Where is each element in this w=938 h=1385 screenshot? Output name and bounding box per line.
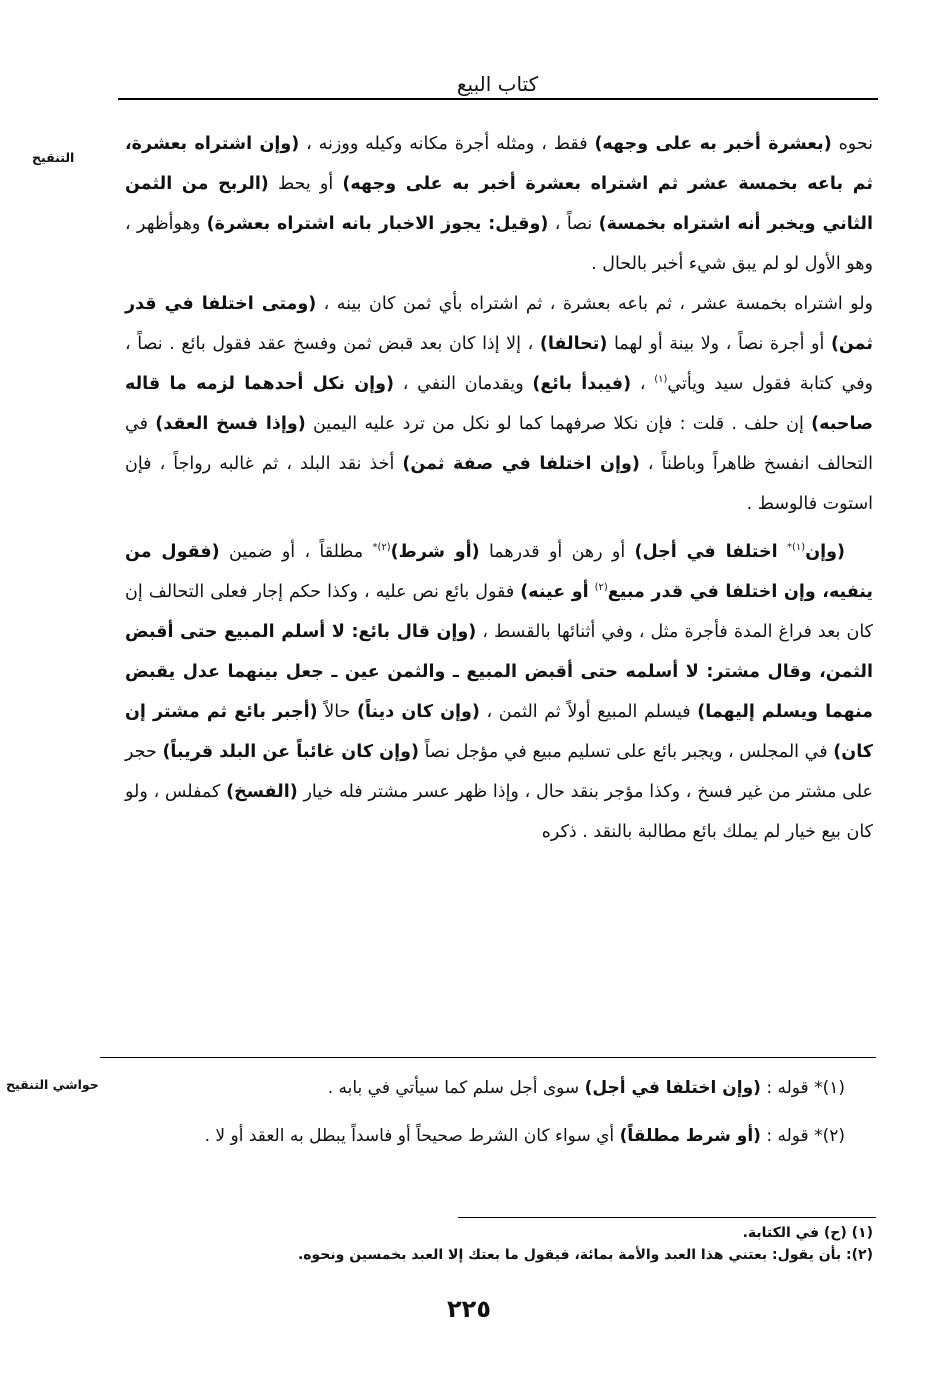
footnote-2: (٢): بأن يقول: بعتني هذا العبد والأمة بمائة، فيقول ما بعتك إلا العبد بخمسين ونحوه. (297, 1247, 873, 1263)
bold-phrase: (وإن نكل أحدهما لزمه ما قاله صاحبه) (125, 374, 874, 434)
commentary-notes (125, 1070, 873, 1154)
bold-phrase: (أجبر بائع ثم مشتر إن كان) (125, 702, 873, 762)
footnote-divider (458, 1217, 876, 1218)
footnotes (125, 1222, 873, 1266)
bold-phrase: (وإن (805, 542, 845, 562)
page-number: ٢٢٥ (447, 1295, 491, 1323)
bold-phrase: (أو شرط) (390, 542, 480, 562)
bold-phrase: (تحالفا) (539, 334, 608, 354)
bold-phrase: (وإذا فسخ العقد) (155, 414, 306, 434)
commentary-note-1: (١)* قوله : (وإن اختلفا في أجل) سوى أجل سلم كما سيأتي في بابه . (327, 1078, 845, 1098)
footnote-marker: (١) (654, 374, 668, 386)
bold-phrase: (الفسخ) (226, 782, 298, 802)
bold-phrase: (وإن كان غائباً عن البلد قريباً) (162, 742, 419, 762)
side-label-notes: حواشي التنقيح (6, 1077, 99, 1092)
bold-phrase: (وإن قال بائع: لا أسلم المبيع حتى أقبض الثمن، وقال مشتر: لا أسلمه حتى أقبض المبيع ـ والثمن عين ـ جعل بينهما عدل يقبض منهما ويسلم إليهما) (125, 622, 873, 722)
bold-phrase: (وقيل: يجوز الاخبار بانه اشتراه بعشرة) (206, 214, 549, 234)
bold-phrase: (وإن اختلفا في صفة ثمن) (402, 454, 640, 474)
bold-phrase: (وإن اشتراه بعشرة، ثم باعه بخمسة عشر ثم اشتراه بعشرة أخبر به على وجهه) (125, 134, 874, 194)
main-text (125, 124, 873, 852)
paragraph-2: ولو اشتراه بخمسة عشر ، ثم باعه بعشرة ، ثم اشتراه بأي ثمن كان بينه ، (ومتى اختلفا في قدر ثمن) أو أجرة نصاً ، ولا بينة أو لهما (تحالفا) ، إلا إذا كان بعد قبض ثمن وفسخ عقد فقول بائع . نصاً ، وفي كتابة فقول سيد ويأتي$^{(١)}$ ، (فيبدأ بائع) ويقدمان النفي ، (وإن نكل أحدهما لزمه ما قاله صاحبه) إن حلف . قلت : فإن نكلا صرفهما كما لو نكل من ترد عليه اليمين (وإذا فسخ العقد) في التحالف انفسخ ظاهراً وباطناً ، (وإن اختلفا في صفة ثمن) أخذ نقد البلد ، ثم غالبه رواجاً ، فإن استوت فالوسط . (125, 294, 874, 514)
bold-phrase: (ومتى اختلفا في قدر ثمن) (125, 294, 873, 354)
side-label-main: التنقيح (32, 150, 75, 165)
bold-phrase: (فقول من ينفيه، وإن اختلفا في قدر مبيع (125, 542, 874, 602)
footnote-marker: (٢) (594, 582, 608, 594)
footnote-1: (١) (ح) في الكتابة. (742, 1225, 873, 1241)
bold-phrase: اختلفا في أجل) (634, 542, 778, 562)
paragraph-1: نحوه (بعشرة أخبر به على وجهه) فقط ، ومثله أجرة مكانه وكيله ووزنه ، (وإن اشتراه بعشرة، ثم باعه بخمسة عشر ثم اشتراه بعشرة أخبر به على وجهه) أو يحط (الربح من الثمن الثاني ويخبر أنه اشتراه بخمسة) نصاً ، (وقيل: يجوز الاخبار بانه اشتراه بعشرة) وهوأظهر ، وهو الأول لو لم يبق شيء أخبر بالحال . (125, 134, 874, 274)
bold-phrase: (وإن كان ديناً) (356, 702, 480, 722)
bold-phrase: (بعشرة أخبر به على وجهه) (594, 134, 832, 154)
paragraph-3: (وإن$^{(١)*}$ اختلفا في أجل) أو رهن أو قدرهما (أو شرط)$^{(٢)*}$ مطلقاً ، أو ضمين (فقول من ينفيه، وإن اختلفا في قدر مبيع$^{(٢)}$ أو عينه) فقول بائع نص عليه ، وكذا حكم إجار فعلى التحالف إن كان بعد فراغ المدة فأجرة مثل ، وفي أثنائها بالقسط ، (وإن قال بائع: لا أسلم المبيع حتى أقبض الثمن، وقال مشتر: لا أسلمه حتى أقبض المبيع ـ والثمن عين ـ جعل بينهما عدل يقبض منهما ويسلم إليهما) فيسلم المبيع أولاً ثم الثمن ، (وإن كان ديناً) حالاً (أجبر بائع ثم مشتر إن كان) في المجلس ، ويجبر بائع على تسليم مبيع في مؤجل نصاً (وإن كان غائباً عن البلد قريباً) حجر على مشتر من غير فسخ ، وكذا مؤجر بنقد حال ، وإذا ظهر عسر مشتر فله خيار (الفسخ) كمفلس ، ولو كان بيع خيار لم يملك بائع مطالبة بالنقد . ذكره (125, 542, 874, 842)
bold-phrase: (فيبدأ بائع) (532, 374, 632, 394)
bold-phrase: (أو شرط مطلقاً) (619, 1126, 761, 1146)
header-rule (118, 98, 878, 100)
commentary-note-2: (٢)* قوله : (أو شرط مطلقاً) أي سواء كان الشرط صحيحاً أو فاسداً يبطل به العقد أو لا . (204, 1126, 845, 1146)
bold-phrase: أو عينه) (520, 582, 589, 602)
footnote-marker: (١)* (787, 542, 806, 554)
notes-divider (100, 1057, 876, 1058)
footnote-marker: (٢)* (372, 542, 391, 554)
bold-phrase: (وإن اختلفا في أجل) (584, 1078, 761, 1098)
running-header: كتاب البيع (456, 72, 539, 96)
bold-phrase: (الربح من الثمن الثاني ويخبر أنه اشتراه بخمسة) (125, 174, 874, 234)
